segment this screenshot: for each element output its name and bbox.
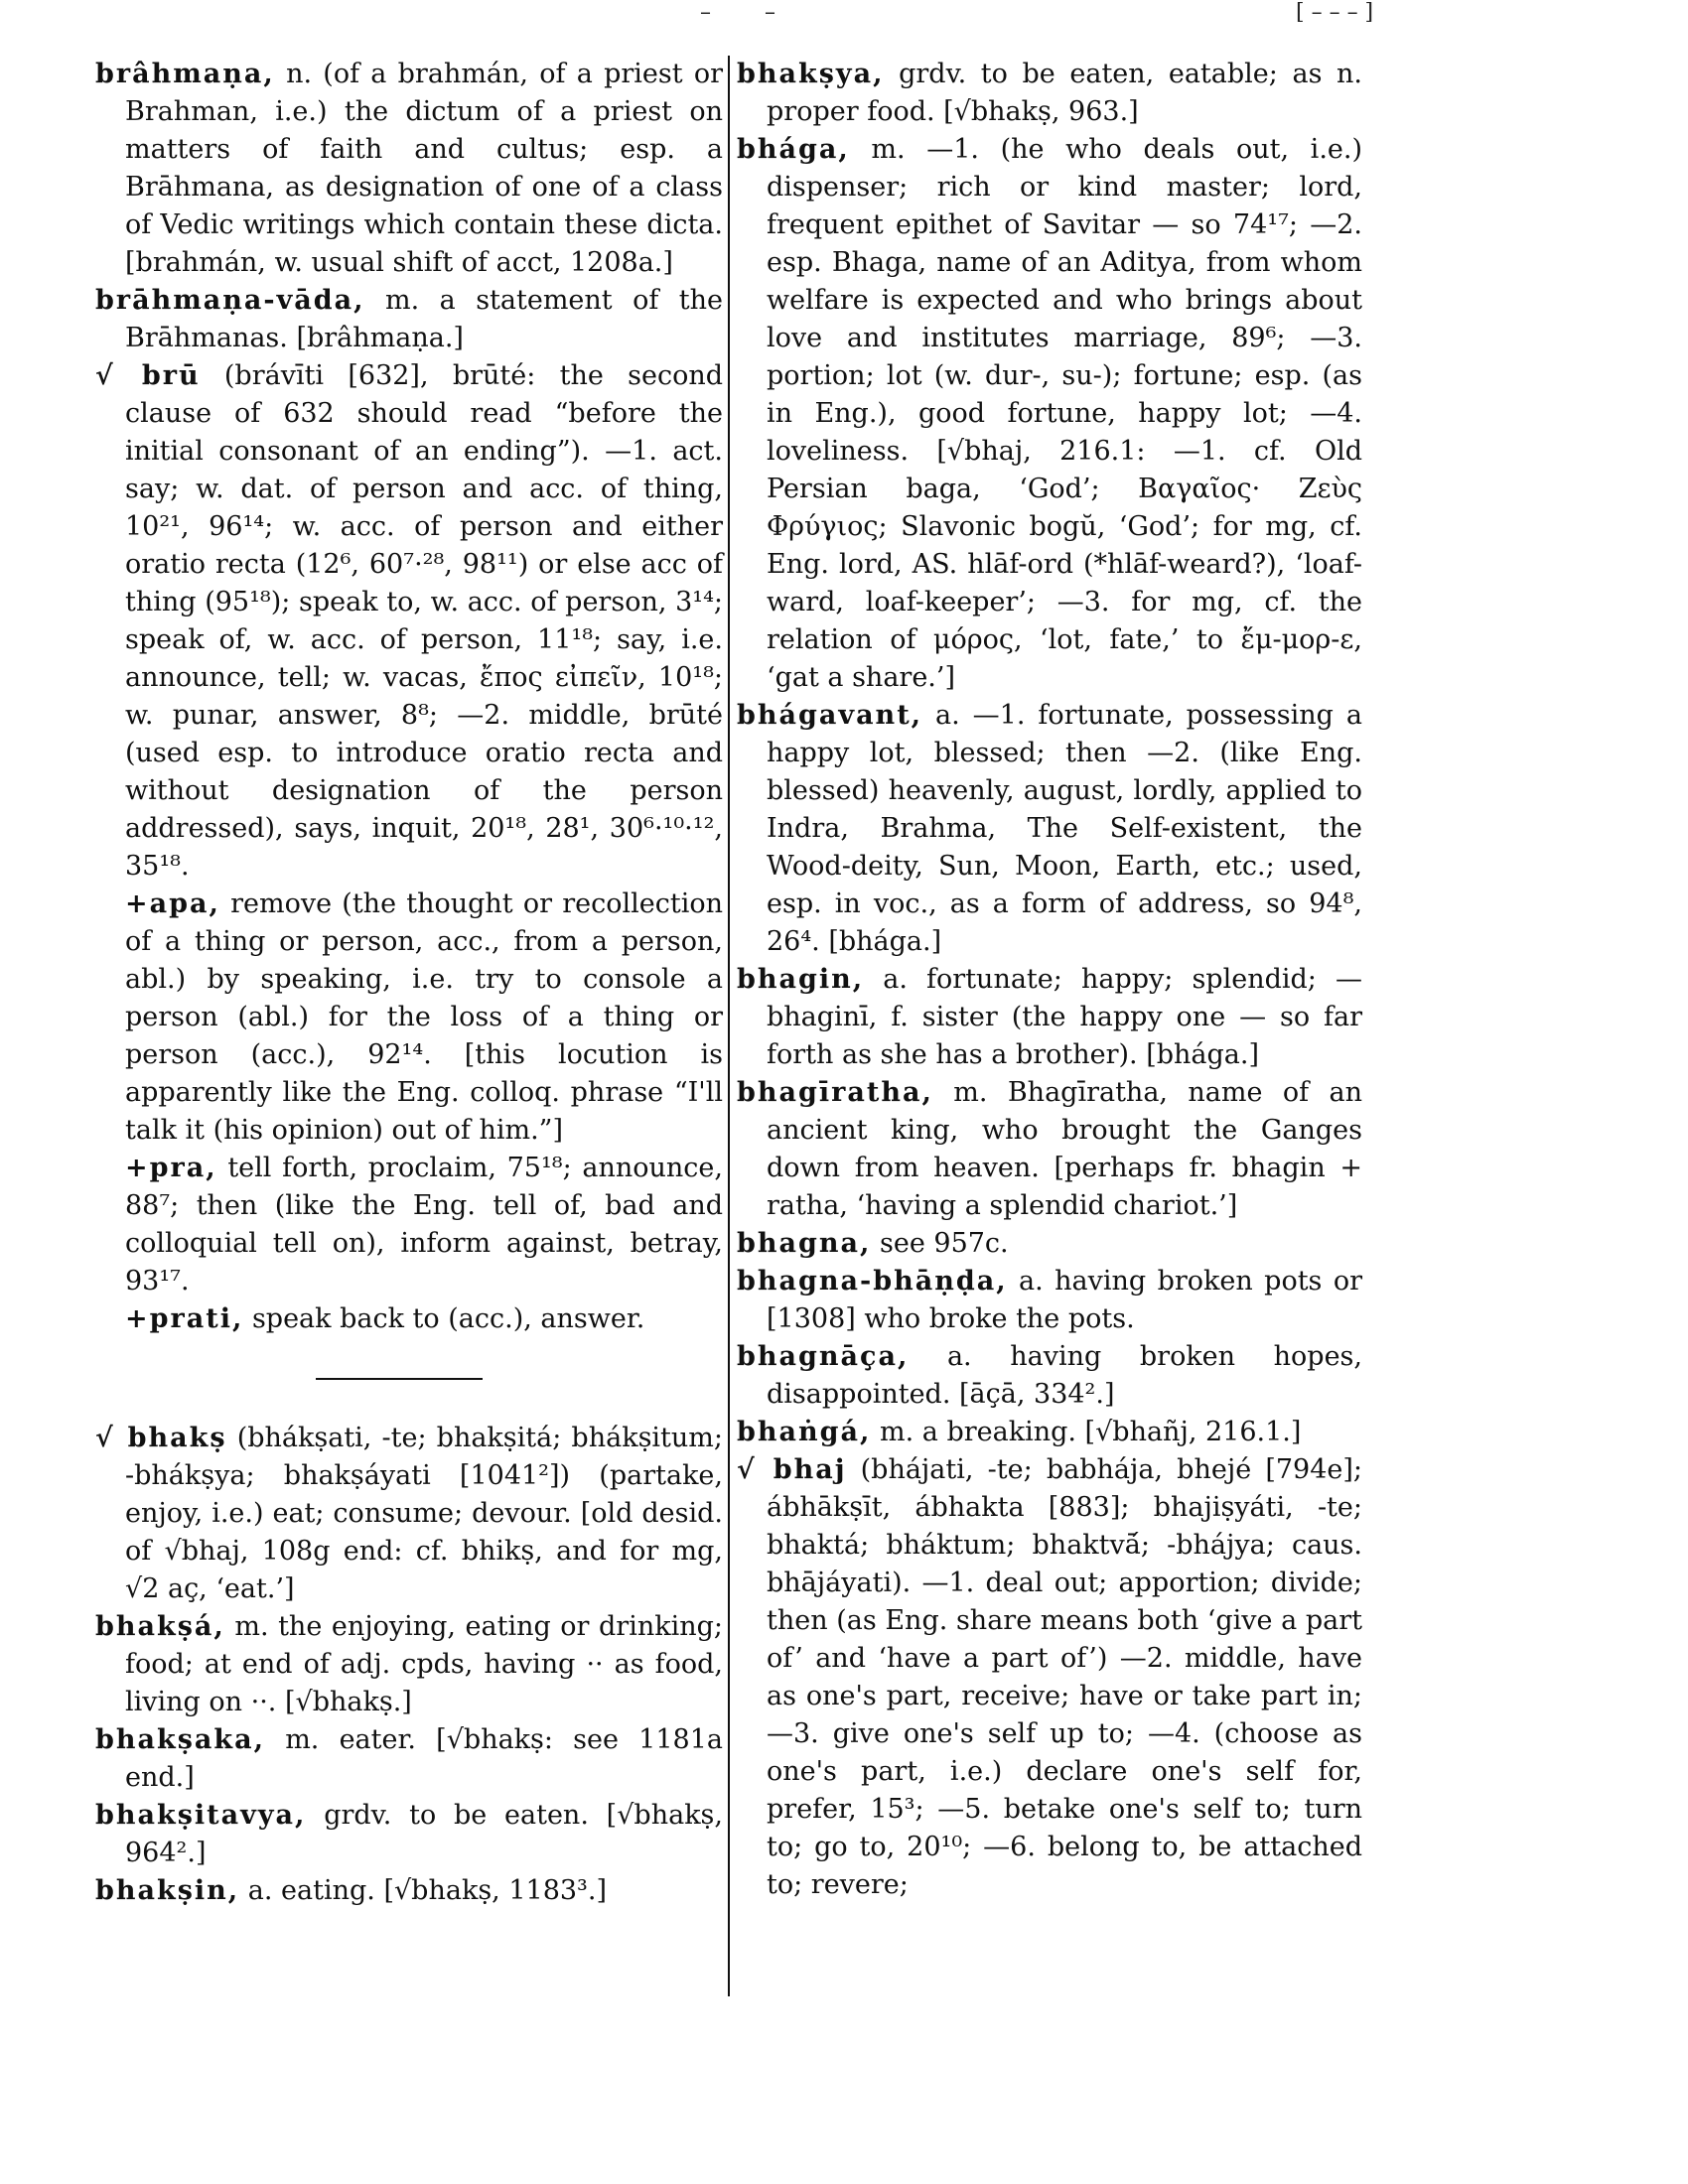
headword: √ bhaj	[737, 1454, 847, 1485]
left-column	[95, 56, 723, 1910]
definition: m. Bhagīratha, name of an ancient king, who brought the Ganges down from heaven. [perhaps fr. bhagin + ratha, ‘having a splendid chariot.’]	[767, 1077, 1362, 1221]
dictionary-entry	[737, 961, 1362, 1074]
dictionary-entry	[737, 1225, 1362, 1263]
headword: bhakṣaka,	[95, 1724, 266, 1755]
subentry-group	[95, 886, 723, 1338]
dictionary-subentry	[95, 886, 723, 1150]
entry-group-b	[95, 1420, 723, 1910]
dictionary-entry	[95, 1721, 723, 1797]
definition: remove (the thought or recollection of a thing or person, acc., from a person, abl.) by speaking, i.e. try to console a person (abl.) for the loss of a thing or person (acc.), 92¹⁴. [this locution is apparently like the Eng. colloq. phrase “I'll talk it (his opinion) out of him.”]	[125, 888, 723, 1146]
headword: bhagīratha,	[737, 1077, 933, 1108]
definition: m. the enjoying, eating or drinking; food; at end of adj. cpds, having ·· as food, living on ··. [√bhakṣ.]	[125, 1611, 723, 1717]
section-separator	[316, 1378, 483, 1380]
definition: grdv. to be eaten, eatable; as n. proper food. [√bhakṣ, 963.]	[767, 59, 1362, 127]
dictionary-entry	[95, 282, 723, 357]
headword: bhakṣá,	[95, 1611, 225, 1642]
headword: +prati,	[125, 1303, 244, 1334]
definition: m. a breaking. [√bhañj, 216.1.]	[871, 1417, 1302, 1447]
column-divider	[728, 56, 730, 1996]
entry-group-a	[95, 56, 723, 886]
dictionary-entry	[95, 1797, 723, 1872]
headword: bhagna,	[737, 1228, 872, 1259]
definition: a. —1. fortunate, possessing a happy lot, blessed; then —2. (like Eng. blessed) heavenly, august, lordly, applied to Indra, Brahma, The Self-existent, the Wood-deity, Sun, Moon, Earth, etc.; used, esp. in voc., as a form of address, so 94⁸, 26⁴. [bhága.]	[767, 700, 1362, 957]
dictionary-entry	[737, 1414, 1362, 1451]
definition: (bhájati, -te; babhája, bhejé [794e]; ábhākṣīt, ábhakta [883]; bhajiṣyáti, -te; bhaktá; bháktum; bhaktvā́; -bhájya; caus. bhājáyati). —1. deal out; apportion; divide; then (as Eng. share means both ‘give a part of’ and ‘have a part of’) —2. middle, have as one's part, receive; have or take part in; —3. give one's self up to; —4. (choose as one's part, i.e.) declare one's self for, prefer, 15³; —5. betake one's self to; turn to; go to, 20¹⁰; —6. belong to, be attached to; revere;	[767, 1454, 1362, 1900]
dictionary-entry	[95, 56, 723, 282]
dictionary-entry	[95, 357, 723, 886]
definition: a. fortunate; happy; splendid; —bhaginī, f. sister (the happy one — so far forth as she has a brother). [bhága.]	[767, 964, 1362, 1070]
dictionary-entry	[737, 1451, 1362, 1904]
header-mark-left: –	[700, 0, 711, 25]
headword: √ bhakṣ	[95, 1423, 227, 1453]
headword: bhaṅgá,	[737, 1417, 872, 1447]
definition: speak back to (acc.), answer.	[243, 1303, 645, 1334]
definition: n. (of a brahmán, of a priest or Brahman, i.e.) the dictum of a priest on matters of faith and cultus; esp. a Brāhmana, as designation of one of a class of Vedic writings which contain these dicta. [brahmán, w. usual shift of acct, 1208a.]	[125, 59, 723, 278]
headword: bhagnāça,	[737, 1341, 910, 1372]
definition: see 957c.	[871, 1228, 1009, 1259]
definition: a. having broken pots or [1308] who broke the pots.	[767, 1266, 1362, 1334]
dictionary-entry	[737, 1263, 1362, 1338]
headword: bhagna-bhāṇḍa,	[737, 1266, 1008, 1297]
headword: bhakṣin,	[95, 1875, 240, 1906]
dictionary-entry	[737, 697, 1362, 961]
headword: bhágavant,	[737, 700, 923, 731]
dictionary-entry	[737, 56, 1362, 131]
definition: a. eating. [√bhakṣ, 1183³.]	[239, 1875, 607, 1906]
headword: bhakṣitavya,	[95, 1800, 307, 1831]
definition: a. having broken hopes, disappointed. [āçā, 334².]	[767, 1341, 1362, 1410]
dictionary-subentry	[95, 1150, 723, 1300]
headword: brâhmaṇa,	[95, 59, 275, 89]
header-mark-right: [ – – – ]	[1296, 0, 1374, 25]
headword: +apa,	[125, 888, 220, 919]
dictionary-entry	[737, 131, 1362, 697]
headword: bhagin,	[737, 964, 865, 995]
headword: bhakṣya,	[737, 59, 885, 89]
definition: m. a statement of the Brāhmanas. [brâhmaṇa.]	[125, 285, 723, 353]
headword: +pra,	[125, 1153, 217, 1183]
dictionary-entry	[95, 1420, 723, 1608]
dictionary-subentry	[95, 1300, 723, 1338]
definition: (brávīti [632], brūté: the second clause of 632 should read “before the initial consonant of an ending”). —1. act. say; w. dat. of person and acc. of thing, 10²¹, 96¹⁴; w. acc. of person and either oratio recta (12⁶, 60⁷·²⁸, 98¹¹) or else acc of thing (95¹⁸); speak to, w. acc. of person, 3¹⁴; speak of, w. acc. of person, 11¹⁸; say, i.e. announce, tell; w. vacas, ἔπος εἰπεῖν, 10¹⁸; w. punar, answer, 8⁸; —2. middle, brūté (used esp. to introduce oratio recta and without designation of the person addressed), says, inquit, 20¹⁸, 28¹, 30⁶·¹⁰·¹², 35¹⁸.	[125, 360, 723, 882]
definition: m. eater. [√bhakṣ: see 1181a end.]	[125, 1724, 723, 1793]
header-mark-mid: –	[765, 0, 775, 25]
dictionary-entry	[737, 1074, 1362, 1225]
headword: √ brū	[95, 360, 201, 391]
definition: grdv. to be eaten. [√bhakṣ, 964².]	[125, 1800, 723, 1868]
dictionary-entry	[95, 1608, 723, 1721]
definition: (bhákṣati, -te; bhakṣitá; bhákṣitum; -bhákṣya; bhakṣáyati [1041²]) (partake, enjoy, i.e.) eat; consume; devour. [old desid. of √bhaj, 108g end: cf. bhikṣ, and for mg, √2 aç, ‘eat.’]	[125, 1423, 723, 1604]
definition: m. —1. (he who deals out, i.e.) dispenser; rich or kind master; lord, frequent epithet of Savitar — so 74¹⁷; —2. esp. Bhaga, name of an Aditya, from whom welfare is expected and who brings about love and institutes marriage, 89⁶; —3. portion; lot (w. dur-, su-); fortune; esp. (as in Eng.), good fortune, happy lot; —4. loveliness. [√bhaj, 216.1: —1. cf. Old Persian baga, ‘God’; Βαγαῖος· Ζεὺς Φρύγιος; Slavonic bogŭ, ‘God’; for mg, cf. Eng. lord, AS. hlāf-ord (*hlāf-weard?), ‘loaf-ward, loaf-keeper’; —3. for mg, cf. the relation of μόρος, ‘lot, fate,’ to ἔμ-μορ-ε, ‘gat a share.’]	[767, 134, 1362, 693]
headword: brāhmaṇa-vāda,	[95, 285, 365, 316]
dictionary-entry	[737, 1338, 1362, 1414]
dictionary-entry	[95, 1872, 723, 1910]
right-column	[737, 56, 1362, 1904]
definition: tell forth, proclaim, 75¹⁸; announce, 88⁷; then (like the Eng. tell of, bad and colloquial tell on), inform against, betray, 93¹⁷.	[125, 1153, 723, 1297]
headword: bhága,	[737, 134, 850, 165]
